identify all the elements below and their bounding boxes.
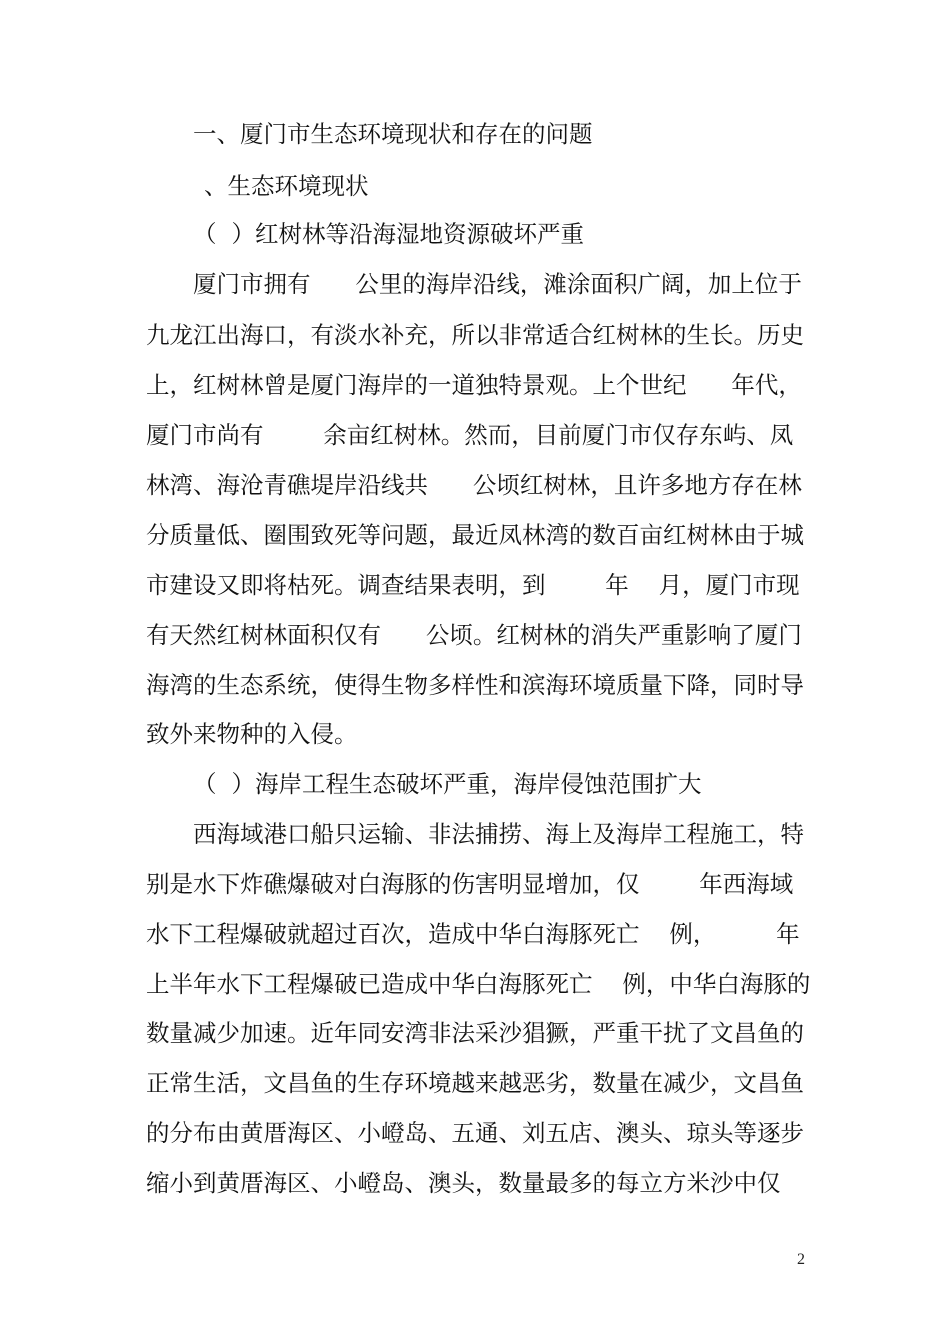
paragraph-line: 水下工程爆破就超过百次，造成中华白海豚死亡 例， 年	[146, 920, 800, 948]
paragraph-line: 厦门市尚有 余亩红树林。然而，目前厦门市仅存东屿、凤	[146, 421, 794, 449]
paragraph-line: 缩小到黄厝海区、小嶝岛、澳头，数量最多的每立方米沙中仅	[146, 1169, 781, 1197]
paragraph-line: 西海域港口船只运输、非法捕捞、海上及海岸工程施工，特	[193, 820, 804, 848]
paragraph-line: 别是水下炸礁爆破对白海豚的伤害明显增加，仅 年西海域	[146, 870, 794, 898]
paragraph-line: 上，红树林曾是厦门海岸的一道独特景观。上个世纪 年代，	[146, 371, 802, 399]
page-number: 2	[797, 1251, 805, 1268]
paragraph-line: 数量减少加速。近年同安湾非法采沙猖獗，严重干扰了文昌鱼的	[146, 1019, 804, 1047]
subsection-heading: （ ）海岸工程生态破坏严重，海岸侵蚀范围扩大	[193, 770, 702, 798]
subsection-heading: （ ）红树林等沿海湿地资源破坏严重	[193, 220, 584, 248]
paragraph-line: 致外来物种的入侵。	[146, 720, 358, 748]
paragraph-line: 市建设又即将枯死。调查结果表明，到 年 月，厦门市现	[146, 571, 800, 599]
paragraph-line: 林湾、海沧青礁堤岸沿线共 公顷红树林，且许多地方存在林	[146, 471, 802, 499]
subsection-heading: 、生态环境现状	[204, 172, 369, 200]
paragraph-line: 的分布由黄厝海区、小嶝岛、五通、刘五店、澳头、琼头等逐步	[146, 1119, 804, 1147]
paragraph-line: 有天然红树林面积仅有 公顷。红树林的消失严重影响了厦门	[146, 621, 802, 649]
paragraph-line: 分质量低、圈围致死等问题，最近凤林湾的数百亩红树林由于城	[146, 521, 804, 549]
paragraph-line: 海湾的生态系统，使得生物多样性和滨海环境质量下降，同时导	[146, 671, 804, 699]
paragraph-line: 九龙江出海口，有淡水补充，所以非常适合红树林的生长。历史	[146, 321, 804, 349]
section-heading: 一、厦门市生态环境现状和存在的问题	[193, 120, 593, 148]
paragraph-line: 正常生活，文昌鱼的生存环境越来越恶劣，数量在减少，文昌鱼	[146, 1069, 804, 1097]
paragraph-line: 厦门市拥有 公里的海岸沿线，滩涂面积广阔，加上位于	[193, 270, 802, 298]
paragraph-line: 上半年水下工程爆破已造成中华白海豚死亡 例，中华白海豚的	[146, 970, 811, 998]
